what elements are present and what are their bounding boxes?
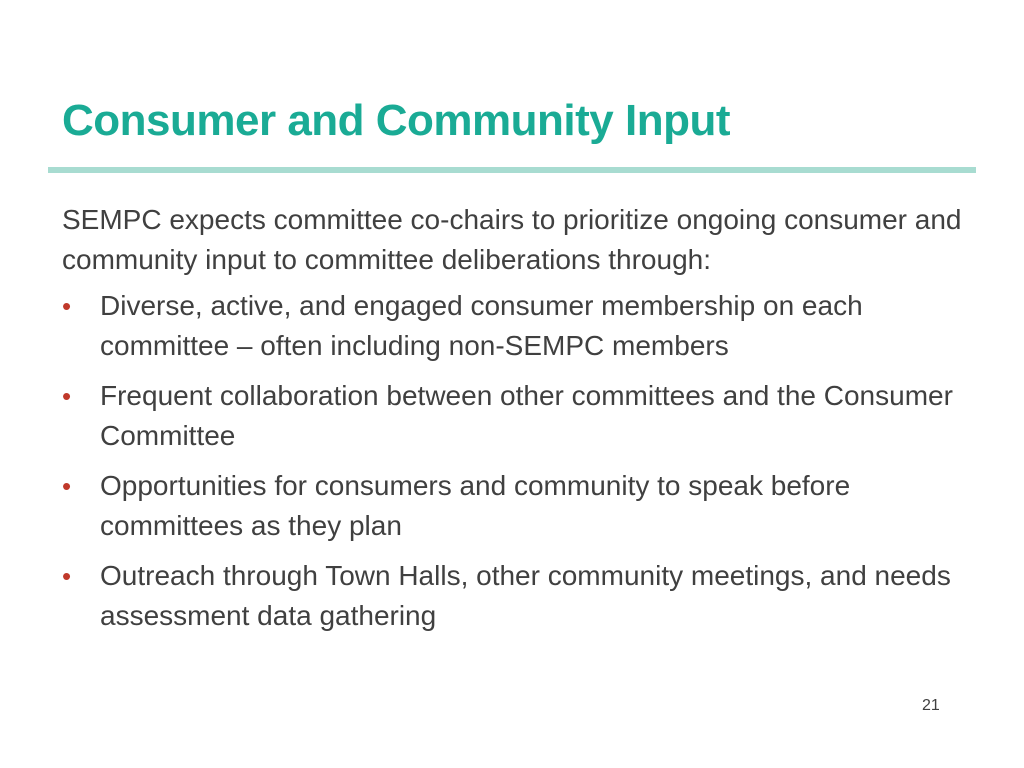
bullet-text: Frequent collaboration between other committees and the Consumer Committee [100,380,953,451]
page-number: 21 [922,697,940,714]
bullet-item [62,376,962,456]
slide-title: Consumer and Community Input [62,96,730,145]
bullet-item [62,466,962,546]
bullet-text: Outreach through Town Halls, other community meetings, and needs assessment data gathering [100,560,951,631]
bullet-item [62,286,962,366]
intro-paragraph: SEMPC expects committee co-chairs to prioritize ongoing consumer and community input to committee deliberations through: [62,204,962,275]
bullet-text: Opportunities for consumers and community to speak before committees as they plan [100,470,851,541]
bullet-text: Diverse, active, and engaged consumer membership on each committee – often including non-SEMPC members [100,290,863,361]
bullet-dot-icon: • [62,561,72,591]
bullet-item [62,556,962,636]
bullet-list [62,286,962,636]
bullet-dot-icon: • [62,471,72,501]
bullet-dot-icon: • [62,291,72,321]
slide-body [62,200,962,646]
title-divider [48,167,976,173]
bullet-dot-icon: • [62,381,72,411]
